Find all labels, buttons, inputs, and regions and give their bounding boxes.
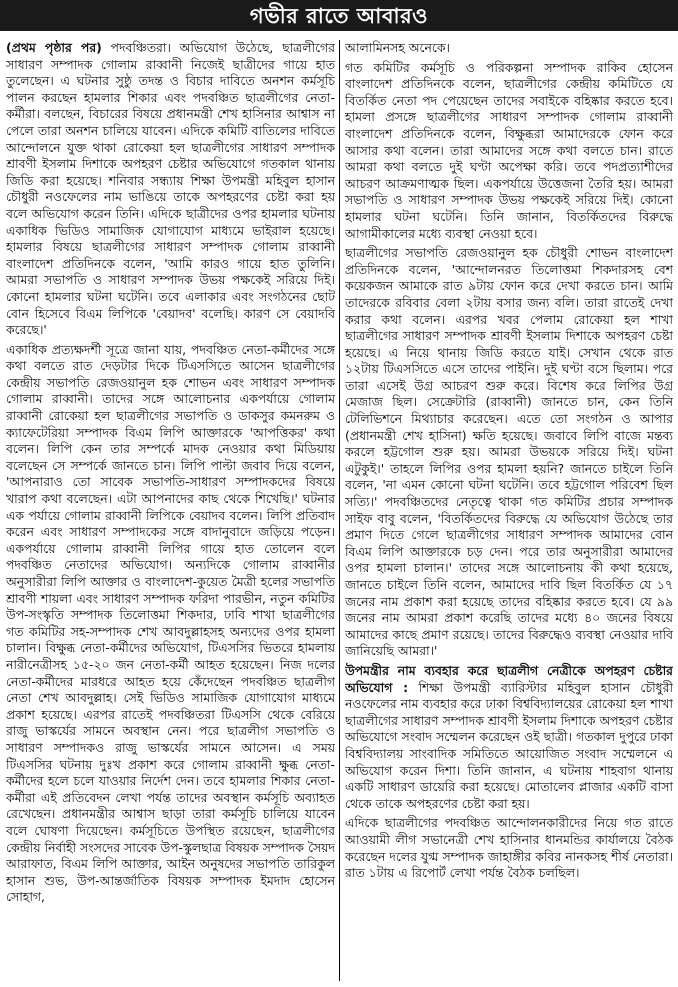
paragraph-text: পদবঞ্চিতরা। অভিযোগ উঠেছে, ছাত্রলীগের সাধারণ সম্পাদক গোলাম রাব্বানী নিজেই ছাত্রীদের গায়ে হাত তুলেছেন। এ ঘটনার সুষ্ঠু তদন্ত ও বিচার দাবিতে অনশন কর্মসূচি পালন করছেন হামলার শিকার এবং পদবঞ্চিত ছাত্রলীগের নেতা-কর্মীরা। বলছেন, বিচারের বিষয়ে প্রধানমন্ত্রী শেখ হাসিনার আশ্বাস না পেলে তারা অনশন চালিয়ে যাবেন। এদিকে কমিটি বাতিলের দাবিতে আন্দোলনে যুক্ত থাকা রোকেয়া হল ছাত্রলীগের সাধারণ সম্পাদক শ্রাবণী ইসলাম দিশাকে অপহরণ চেষ্টার অভিযোগে গতকাল থানায় জিডি করা হয়েছে। শনিবার সন্ধ্যায় শিক্ষা উপমন্ত্রী মহিবুল হাসান চৌধুরী নওফেলের নাম ভাঙিয়ে তাকে অপহরণের চেষ্টা করা হয় বলে অভিযোগ করেন তিনি। এদিকে ছাত্রীদের ওপর হামলার ঘটনায় একাধিক ভিডিও সামাজিক যোগাযোগ মাধ্যমে ভাইরাল হয়েছে। হামলার বিষয়ে ছাত্রলীগের সাধারণ সম্পাদক গোলাম রাব্বানী বাংলাদেশ প্রতিদিনকে বলেন, 'আমি কারও গায়ে হাত তুলিনি। আমরা সভাপতি ও সাধারণ সম্পাদক উভয় পক্ষকেই সরিয়ে দিই। কোনো হামলার ঘটনা ঘটেনি। তবে এলাকার এবং সংগঠনের ছোট বোন হিসেবে বিএম লিপিকে 'বেয়াদব' বলেছি। কারণ সে বেয়াদবি করেছে।': [6, 40, 335, 338]
article-paragraph-5: ছাত্রলীগের সভাপতি রেজওয়ানুল হক চৌধুরী শোভন বাংলাদেশ প্রতিদিনকে বলেন, 'আন্দোলনরত তিলোত্তমা শিকদারসহ বেশ কয়েকজন আমাকে রাত ৯টায় ফোন করে দেখা করতে চান। আমি তাদেরকে রবিবার বেলা ২টায় বসার জন্য বলি। তারা রাতেই দেখা করার কথা বলেন। এরপর খবর পেলাম রোকেয়া হল শাখা ছাত্রলীগের সাধারণ সম্পাদক শ্রাবণী ইসলাম দিশাকে অপহরণ চেষ্টা হয়েছে। এ নিয়ে থানায় জিডি করতে যাই। সেখান থেকে রাত ১২টায় টিএসসিতে এসে তাদের পাইনি। দুই ঘণ্টা বসে ছিলাম। পরে তারা এসেই উগ্র আচরণ শুরু করে। বিশেষ করে লিপির উগ্র মেজাজ ছিল। সেক্রেটারি (রাব্বানী) জানতে চান, কেন তিনি টেলিভিশনে মিথ্যাচার করেছেন। এতে তো সংগঠন ও আপার (প্রধানমন্ত্রী শেখ হাসিনা) ক্ষতি হয়েছে। জবাবে লিপি বাজে মন্তব্য করলে হট্টগোল শুরু হয়। আমরা উভয়কে সরিয়ে দিই। ঘটনা এটুকুই।' তাহলে লিপির ওপর হামলা হয়নি? জানতে চাইলে তিনি বলেন, 'না এমন কোনো ঘটনা ঘটেনি। তবে হট্টগোল পরিবেশ ছিল সত্যি।' পদবঞ্চিতদের নেতৃত্বে থাকা গত কমিটির প্রচার সম্পাদক সাইফ বাবু বলেন, 'বিতর্কিতদের বিরুদ্ধে যে অভিযোগ উঠেছে তার প্রমাণ দিতে গেলে ছাত্রলীগের সাধারণ সম্পাদক আমাদের বোন বিএম লিপি আক্তারকে চড় দেন। পরে তার অনুসারীরা আমাদের ওপর হামলা চালান।' তাদের সঙ্গে আলোচনায় কী কথা হয়েছে, জানতে চাইলে তিনি বলেন, আমাদের দাবি ছিল বিতর্কিত যে ১৭ জনের নাম প্রকাশ করা হয়েছে তাদের বহিষ্কার করতে হবে। যে ৯৯ জনের নাম আমরা প্রকাশ করেছি তাদের মধ্যে ৪০ জনের বিষয়ে আমাদের কাছে প্রমাণ রয়েছে। তাদের বিরুদ্ধেও ব্যবস্থা নেওয়ার দাবি জানিয়েছি আমরা।': [345, 245, 673, 659]
headline-banner: গভীর রাতে আবারও: [0, 0, 678, 31]
article-paragraph-3: আলামিনসহ অনেকে।: [345, 40, 450, 55]
article-paragraph-4: গত কমিটির কর্মসূচি ও পরিকল্পনা সম্পাদক রাকিব হোসেন বাংলাদেশ প্রতিদিনকে বলেন, ছাত্রলীগের কেন্দ্রীয় কমিটিতে যে বিতর্কিত নেতা পদ পেয়েছেন তাদের সবাইকে বহিষ্কার করতে হবে। হামলা প্রসঙ্গে ছাত্রলীগের সাধারণ সম্পাদক গোলাম রাব্বানী বাংলাদেশ প্রতিদিনকে বলেন, বিক্ষুব্ধরা আমাদেরকে ফোন করে আসার কথা বলেন। তারা আমাদের সঙ্গে কথা বলতে চান। রাতে আমরা কথা বলতে দুই ঘণ্টা অপেক্ষা করি। তবে পদপ্রত্যাশীদের আচরণ আক্রমণাত্মক ছিল। একপর্যায়ে উত্তেজনা তৈরি হয়। আমরা সভাপতি ও সাধারণ সম্পাদক উভয় পক্ষকেই সরিয়ে দিই। কোনো হামলার ঘটনা ঘটেনি। তিনি জানান, বিতর্কিতদের বিরুদ্ধে আগামীকালের মধ্যে ব্যবস্থা নেওয়া হবে।: [345, 59, 673, 241]
article-paragraph-2: একাধিক প্রত্যক্ষদর্শী সূত্রে জানা যায়, পদবঞ্চিত নেতা-কর্মীদের সঙ্গে কথা বলতে রাত দেড়টার দিকে টিএসসিতে আসেন ছাত্রলীগের কেন্দ্রীয় সভাপতি রেজওয়ানুল হক শোভন এবং সাধারণ সম্পাদক গোলাম রাব্বানী। তাদের সঙ্গে আলোচনার একপর্যায়ে গোলাম রাব্বানী রোকেয়া হল ছাত্রলীগের সভাপতি ও ডাকসুর কমনরুম ও ক্যাফেটেরিয়া সম্পাদক বিএম লিপি আক্তারকে 'আপত্তিকর' কথা বলেন। লিপি কেন তার সম্পর্কে মাদক নেওয়ার কথা মিডিয়ায় বলেছেন সে সম্পর্কে জানতে চান। লিপি পাল্টা জবাব দিয়ে বলেন, 'আপনারাও তো সাবেক সভাপতি-সাধারণ সম্পাদকদের বিষয়ে খারাপ কথা বলেছেন। এটা আপনাদের কাছ থেকে শিখেছি।' ঘটনার এক পর্যায়ে গোলাম রাব্বানী লিপিকে বেয়াদব বলেন। লিপি প্রতিবাদ করেন এবং সাধারণ সম্পাদকের সঙ্গে বাদানুবাদে জড়িয়ে পড়েন। একপর্যায়ে গোলাম রাব্বানী লিপির গায়ে হাত তোলেন বলে পদবঞ্চিত নেতাদের অভিযোগ। অন্যদিকে গোলাম রাব্বানীর অনুসারীরা লিপি আক্তার ও বাংলাদেশ-কুয়েত মৈত্রী হলের সভাপতি শ্রাবণী শায়লা এবং সাধারণ সম্পাদক ফরিদা পারভীন, নতুন কমিটির উপ-সংস্কৃতি সম্পাদক তিলোত্তমা শিকদার, ঢাবি শাখা ছাত্রলীগের গত কমিটির সহ-সম্পাদক শেখ আবদুল্লাহসহ অন্যদের ওপর হামলা চালান। বিক্ষুব্ধ নেতা-কর্মীদের অভিযোগ, টিএসসির ভিতরে হামলায় নারীনেত্রীসহ ১৫-২০ জন নেতা-কর্মী আহত হয়েছেন। নিজ দলের নেতা-কর্মীদের মারধরে আহত হয়ে কেঁদেছেন পদবঞ্চিত ছাত্রলীগ নেতা শেখ আবদুল্লাহ। সেই ভিডিও সামাজিক যোগাযোগ মাধ্যমে প্রকাশ হয়েছে। এরপর রাতেই পদবঞ্চিতরা টিএসসি থেকে বেরিয়ে রাজু ভাস্কর্যের সামনে অবস্থান নেন। পরে ছাত্রলীগ সভাপতি ও সাধারণ সম্পাদকও রাজু ভাস্কর্যের সামনে আসেন। এ সময় টিএসসির ঘটনায় দুঃখ প্রকাশ করে গোলাম রাব্বানী ক্ষুব্ধ নেতা-কর্মীদের হলে চলে যাওয়ার নির্দেশ দেন। তবে হামলার শিকার নেতা-কর্মীরা এই প্রতিবেদন লেখা পর্যন্ত তাদের অবস্থান কর্মসূচি অব্যাহত রেখেছেন। প্রধানমন্ত্রীর আশ্বাস ছাড়া তারা কর্মসূচি চালিয়ে যাবেন বলে ঘোষণা দিয়েছেন। কর্মসূচিতে উপস্থিত রয়েছেন, ছাত্রলীগের কেন্দ্রীয় নির্বাহী সংসদের সাবেক উপ-স্কুলছাত্র বিষয়ক সম্পাদক সৈয়দ আরাফাত, বিএম লিপি আক্তার, আইন অনুষদের সভাপতি তারিকুল হাসান শুভ, উপ-আন্তর্জাতিক বিষয়ক সম্পাদক ইমদাদ হোসেন সোহাগ,: [6, 341, 335, 905]
column-divider: [339, 40, 340, 981]
article-paragraph-1: [6, 40, 335, 339]
sub-heading: উপমন্ত্রীর নাম ব্যবহার করে ছাত্রলীগ নেত্রীকে অপহরণ চেষ্টার অভিযোগ :: [345, 662, 673, 695]
left-column: [6, 40, 335, 983]
sub-section-text: শিক্ষা উপমন্ত্রী ব্যারিস্টার মহিবুল হাসান চৌধুরী নওফেলের নাম ব্যবহার করে ঢাকা বিশ্ববিদ্যালয়ের রোকেয়া হল শাখা ছাত্রলীগের সাধারণ সম্পাদক শ্রাবণী ইসলাম দিশাকে অপহরণ চেষ্টার অভিযোগে সংবাদ সম্মেলন করেছেন ওই ছাত্রী। গতকাল দুপুরে ঢাকা বিশ্ববিদ্যালয় সাংবাদিক সমিতিতে আয়োজিত সংবাদ সম্মেলনে এ অভিযোগ করেন দিশা। তিনি জানান, এ ঘটনায় শাহবাগ থানায় একটি সাধারণ ডায়েরি করা হয়েছে। মোতালেব প্লাজার একটি বাসা থেকে তাকে অপহরণের চেষ্টা করা হয়।: [345, 679, 673, 811]
continued-from-label: (প্রথম পৃষ্ঠার পর): [6, 40, 102, 55]
closing-paragraph: এদিকে ছাত্রলীগের পদবঞ্চিত আন্দোলনকারীদের নিয়ে গত রাতে আওয়ামী লীগ সভানেত্রী শেখ হাসিনার ধানমন্ডির কার্যালয়ে বৈঠক করেছেন দলের যুগ্ম সম্পাদক জাহাঙ্গীর কবির নানকসহ শীর্ষ নেতারা। রাত ১টায় এ রিপোর্ট লেখা পর্যন্ত বৈঠক চলছিল।: [345, 815, 673, 881]
right-column: [345, 40, 673, 983]
sub-section-paragraph: [345, 663, 673, 812]
